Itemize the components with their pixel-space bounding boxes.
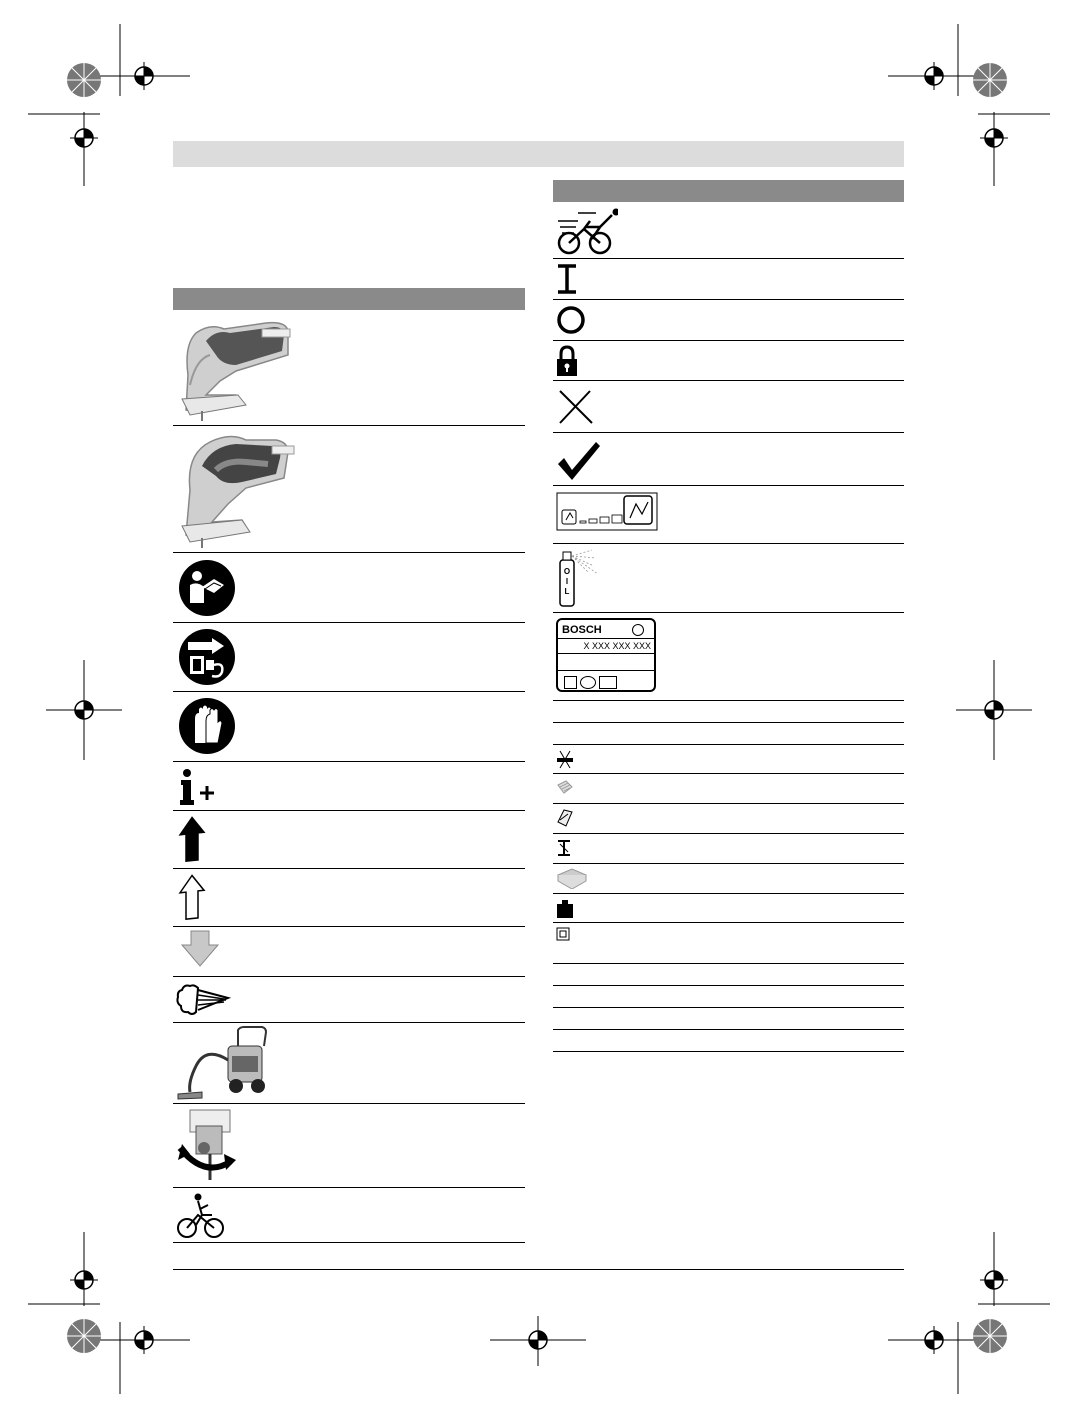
row-divider: [173, 691, 525, 692]
row-divider: [173, 1242, 525, 1243]
row-divider: [553, 1029, 904, 1030]
type-plate-divider: [558, 638, 654, 639]
type-plate-divider: [558, 653, 654, 654]
arrow-up-outline-icon: [178, 874, 206, 920]
square-symbol: [564, 676, 577, 689]
row-divider: [553, 340, 904, 341]
weight-icon: [556, 899, 576, 919]
cut-depth-icon: [556, 749, 574, 769]
type-plate-number: X XXX XXX XXX: [583, 641, 651, 651]
row-divider: [173, 976, 525, 977]
row-divider: [553, 380, 904, 381]
arrow-up-filled-icon: [178, 816, 206, 862]
read-manual-icon: [178, 559, 236, 617]
row-divider: [173, 1103, 525, 1104]
wood-icon: [556, 779, 574, 799]
row-divider: [553, 922, 904, 923]
row-divider: [553, 803, 904, 804]
cross-icon: [556, 387, 596, 427]
row-divider: [553, 543, 904, 544]
footer-rule: [173, 1269, 904, 1270]
row-divider: [553, 863, 904, 864]
power-on-icon: [556, 264, 580, 294]
row-divider: [173, 761, 525, 762]
rectangle-symbol: [599, 676, 617, 689]
row-divider: [173, 868, 525, 869]
info-plus-icon: [178, 768, 218, 806]
row-divider: [553, 1051, 904, 1052]
row-divider: [553, 258, 904, 259]
svg-text:L: L: [564, 587, 570, 596]
steel-profile-icon: [556, 838, 574, 858]
power-off-icon: [556, 305, 588, 337]
check-icon: [556, 440, 602, 482]
cyclist-icon: [176, 1193, 226, 1239]
jigsaw-tool-large-icon: [176, 430, 302, 548]
pendulum-stroke-icon: [176, 1108, 242, 1182]
row-divider: [553, 299, 904, 300]
speed-scale-icon: [556, 492, 658, 532]
right-table-header: [553, 180, 904, 202]
row-divider: [553, 773, 904, 774]
arrow-down-gray-icon: [180, 930, 220, 968]
row-divider: [553, 612, 904, 613]
globe-icon: [632, 624, 644, 636]
svg-text:I: I: [565, 577, 569, 586]
type-plate-divider: [558, 670, 654, 671]
header-band: [173, 141, 904, 167]
speed-cyclist-icon: [556, 207, 618, 255]
vacuum-cleaner-icon: [176, 1026, 268, 1100]
metal-icon: [556, 808, 574, 828]
air-blower-icon: [176, 982, 232, 1018]
row-divider: [173, 1187, 525, 1188]
lock-icon: [556, 345, 580, 377]
row-divider: [553, 722, 904, 723]
row-divider: [173, 1022, 525, 1023]
row-divider: [173, 810, 525, 811]
jigsaw-tool-icon: [176, 315, 302, 421]
row-divider: [553, 985, 904, 986]
row-divider: [553, 744, 904, 745]
oil-spray-icon: [556, 548, 606, 608]
type-plate-brand: BOSCH: [562, 624, 602, 636]
row-divider: [553, 1007, 904, 1008]
row-divider: [553, 893, 904, 894]
gloves-icon: [178, 697, 236, 755]
left-table-header: [173, 288, 525, 310]
type-plate-icon: [556, 618, 656, 692]
row-divider: [553, 485, 904, 486]
unplug-icon: [178, 628, 236, 686]
circle-symbol: [580, 676, 596, 689]
svg-text:O: O: [563, 567, 571, 576]
row-divider: [553, 963, 904, 964]
row-divider: [173, 926, 525, 927]
row-divider: [173, 552, 525, 553]
row-divider: [173, 425, 525, 426]
laminate-icon: [556, 867, 588, 889]
row-divider: [553, 432, 904, 433]
row-divider: [173, 622, 525, 623]
row-divider: [553, 833, 904, 834]
protection-class-icon: [556, 927, 572, 943]
row-divider: [553, 700, 904, 701]
